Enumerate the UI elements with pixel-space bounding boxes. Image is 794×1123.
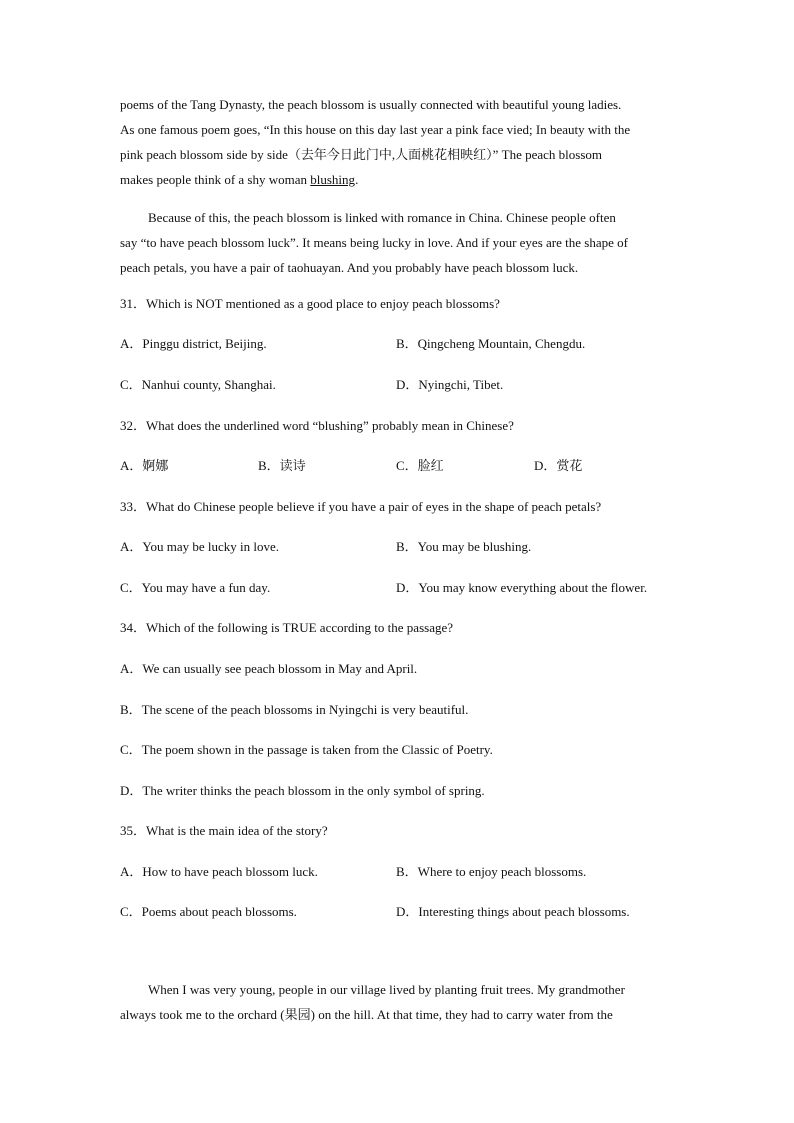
- option-33-c[interactable]: [120, 579, 270, 597]
- option-31-a[interactable]: [120, 335, 267, 353]
- passage-text: .: [355, 172, 359, 187]
- option-label: B．: [258, 458, 280, 473]
- question-33: [120, 498, 601, 516]
- option-label: A．: [120, 336, 143, 351]
- option-35-a[interactable]: [120, 863, 318, 881]
- next-passage-paragraph: [120, 977, 675, 1027]
- passage-line: As one famous poem goes, “In this house on this day last year a pink face vied; In beauty with the: [120, 122, 631, 137]
- option-text: Where to enjoy peach blossoms.: [417, 864, 587, 879]
- option-text: You may be blushing.: [417, 539, 532, 554]
- option-label: A．: [120, 539, 143, 554]
- option-31-b[interactable]: [396, 335, 585, 353]
- question-text: Which is NOT mentioned as a good place to enjoy peach blossoms?: [146, 296, 500, 311]
- option-text: Pinggu district, Beijing.: [142, 336, 267, 351]
- option-text: 婀娜: [142, 458, 169, 473]
- option-text: The scene of the peach blossoms in Nyingchi is very beautiful.: [141, 702, 469, 717]
- question-number: 31．: [120, 296, 147, 311]
- option-text: Nanhui county, Shanghai.: [141, 377, 276, 392]
- option-text: Qingcheng Mountain, Chengdu.: [417, 336, 586, 351]
- passage-paragraph-1: [120, 92, 675, 192]
- option-32-c[interactable]: [396, 457, 444, 475]
- passage-line: poems of the Tang Dynasty, the peach blossom is usually connected with beautiful young ladies.: [120, 97, 622, 112]
- option-label: D．: [534, 458, 557, 473]
- question-34: [120, 619, 453, 637]
- option-label: C．: [120, 742, 142, 757]
- question-31: [120, 295, 500, 313]
- passage-line: say “to have peach blossom luck”. It means being lucky in love. And if your eyes are the shape of: [120, 235, 628, 250]
- option-label: A．: [120, 864, 143, 879]
- option-label: D．: [396, 580, 419, 595]
- option-label: D．: [120, 783, 143, 798]
- option-label: B．: [396, 336, 418, 351]
- question-number: 34．: [120, 620, 147, 635]
- option-label: C．: [120, 904, 142, 919]
- option-text: The poem shown in the passage is taken from the Classic of Poetry.: [141, 742, 493, 757]
- option-32-d[interactable]: [534, 457, 582, 475]
- option-text: You may have a fun day.: [141, 580, 271, 595]
- question-text: What do Chinese people believe if you have a pair of eyes in the shape of peach petals?: [146, 499, 602, 514]
- passage-line: When I was very young, people in our village lived by planting fruit trees. My grandmother: [148, 982, 625, 997]
- option-label: A．: [120, 661, 143, 676]
- underlined-word: blushing: [310, 172, 356, 187]
- option-32-a[interactable]: [120, 457, 168, 475]
- option-text: 读诗: [279, 458, 306, 473]
- passage-line: [120, 167, 675, 192]
- question-text: Which of the following is TRUE according to the passage?: [146, 620, 454, 635]
- option-34-a[interactable]: [120, 660, 417, 678]
- option-text: Nyingchi, Tibet.: [418, 377, 504, 392]
- option-31-d[interactable]: [396, 376, 503, 394]
- question-35: [120, 822, 328, 840]
- option-35-b[interactable]: [396, 863, 586, 881]
- option-text: Poems about peach blossoms.: [141, 904, 297, 919]
- option-label: D．: [396, 904, 419, 919]
- option-33-a[interactable]: [120, 538, 279, 556]
- option-label: B．: [120, 702, 142, 717]
- option-33-b[interactable]: [396, 538, 531, 556]
- option-text: You may be lucky in love.: [142, 539, 280, 554]
- option-35-c[interactable]: [120, 903, 297, 921]
- question-text: What does the underlined word “blushing” probably mean in Chinese?: [146, 418, 514, 433]
- question-number: 32．: [120, 418, 147, 433]
- option-text: Interesting things about peach blossoms.: [418, 904, 630, 919]
- option-text: The writer thinks the peach blossom in the only symbol of spring.: [142, 783, 485, 798]
- option-33-d[interactable]: [396, 579, 647, 597]
- option-text: How to have peach blossom luck.: [142, 864, 318, 879]
- passage-line: peach petals, you have a pair of taohuayan. And you probably have peach blossom luck.: [120, 260, 579, 275]
- passage-line: pink peach blossom side by side（去年今日此门中,人面桃花相映红）” The peach blossom: [120, 147, 603, 162]
- option-label: B．: [396, 864, 418, 879]
- option-label: C．: [120, 377, 142, 392]
- option-34-b[interactable]: [120, 701, 468, 719]
- question-number: 35．: [120, 823, 147, 838]
- option-31-c[interactable]: [120, 376, 276, 394]
- question-number: 33．: [120, 499, 147, 514]
- passage-line: always took me to the orchard (果园) on the hill. At that time, they had to carry water from the: [120, 1007, 613, 1022]
- option-text: We can usually see peach blossom in May and April.: [142, 661, 418, 676]
- option-label: C．: [120, 580, 142, 595]
- option-label: C．: [396, 458, 418, 473]
- option-text: 赏花: [556, 458, 583, 473]
- option-text: 脸红: [417, 458, 444, 473]
- passage-line: Because of this, the peach blossom is linked with romance in China. Chinese people often: [148, 210, 616, 225]
- question-32: [120, 417, 514, 435]
- option-label: B．: [396, 539, 418, 554]
- option-text: You may know everything about the flower.: [418, 580, 648, 595]
- option-34-d[interactable]: [120, 782, 485, 800]
- option-34-c[interactable]: [120, 741, 493, 759]
- passage-text: makes people think of a shy woman: [120, 172, 311, 187]
- option-32-b[interactable]: [258, 457, 306, 475]
- option-35-d[interactable]: [396, 903, 630, 921]
- question-text: What is the main idea of the story?: [146, 823, 328, 838]
- passage-paragraph-2: [120, 205, 675, 280]
- option-label: A．: [120, 458, 143, 473]
- option-label: D．: [396, 377, 419, 392]
